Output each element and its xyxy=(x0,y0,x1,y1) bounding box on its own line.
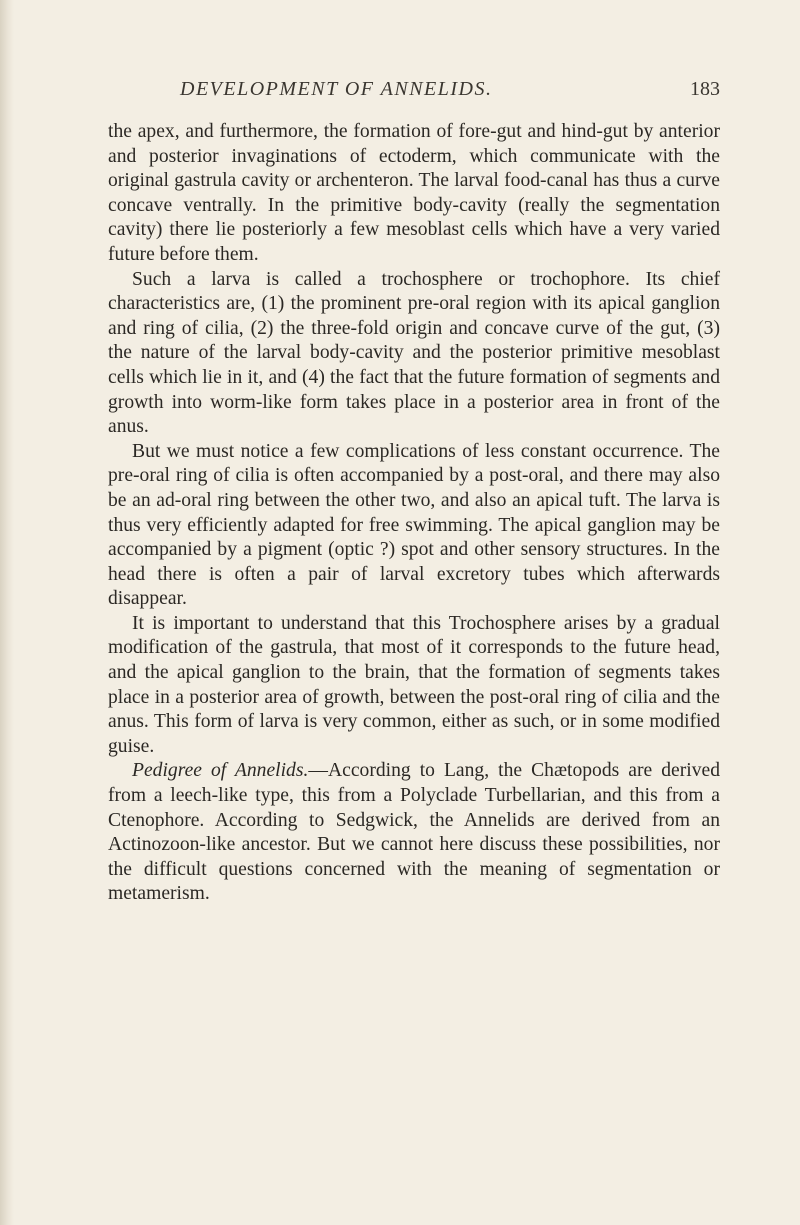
paragraph xyxy=(108,612,720,760)
paragraph-text: It is important to understand that this Trochosphere arises by a gradual modification of the gastrula, that most of it corresponds to the future head, and the apical ganglion to the brain, that the formation of segments takes place in a posterior area of growth, between the post-oral ring of cilia and the anus. This form of larva is very common, either as such, or in some modified guise. xyxy=(108,612,720,757)
paragraph-text: But we must notice a few complications of less constant occurrence. The pre-oral ring of cilia is often accompanied by a post-oral, and there may also be an ad-oral ring between the other two, and also an apical tuft. The larva is thus very efficiently adapted for free swimming. The apical ganglion may be accompanied by a pigment (optic ?) spot and other sensory structures. In the head there is often a pair of larval excretory tubes which afterwards disappear. xyxy=(108,440,720,610)
book-page xyxy=(108,78,720,907)
paragraph xyxy=(108,120,720,268)
running-head xyxy=(108,78,720,112)
paragraph xyxy=(108,440,720,612)
page-binding-edge xyxy=(0,0,14,1225)
paragraph-text: —According to Lang, the Chætopods are derived from a leech-like type, this from a Polyclade Turbellarian, and this from a Ctenophore. According to Sedgwick, the Annelids are derived from an Actinozoon-like ancestor. But we cannot here discuss these possibilities, nor the difficult questions concerned with the meaning of segmentation or metamerism. xyxy=(108,760,720,905)
paragraph-text: Such a larva is called a trochosphere or trochophore. Its chief characteristics are, (1) the prominent pre-oral region with its apical ganglion and ring of cilia, (2) the three-fold origin and concave curve of the gut, (3) the nature of the larval body-cavity and the posterior primitive mesoblast cells which lie in it, and (4) the fact that the future formation of segments and growth into worm-like form takes place in a posterior area in front of the anus. xyxy=(108,268,720,438)
page-number: 183 xyxy=(690,78,720,100)
paragraph-text: the apex, and furthermore, the formation of fore-gut and hind-gut by anterior and posterior invaginations of ectoderm, which communicate with the original gastrula cavity or archenteron. The larval food-canal has thus a curve concave ventrally. In the primitive body-cavity (really the segmentation cavity) there lie posteriorly a few mesoblast cells which have a very varied future before them. xyxy=(108,121,720,265)
paragraph xyxy=(108,268,720,440)
running-title: DEVELOPMENT OF ANNELIDS. xyxy=(180,78,493,100)
section-heading: Pedigree of Annelids. xyxy=(132,760,309,782)
paragraph xyxy=(108,759,720,907)
body-text xyxy=(108,120,720,907)
